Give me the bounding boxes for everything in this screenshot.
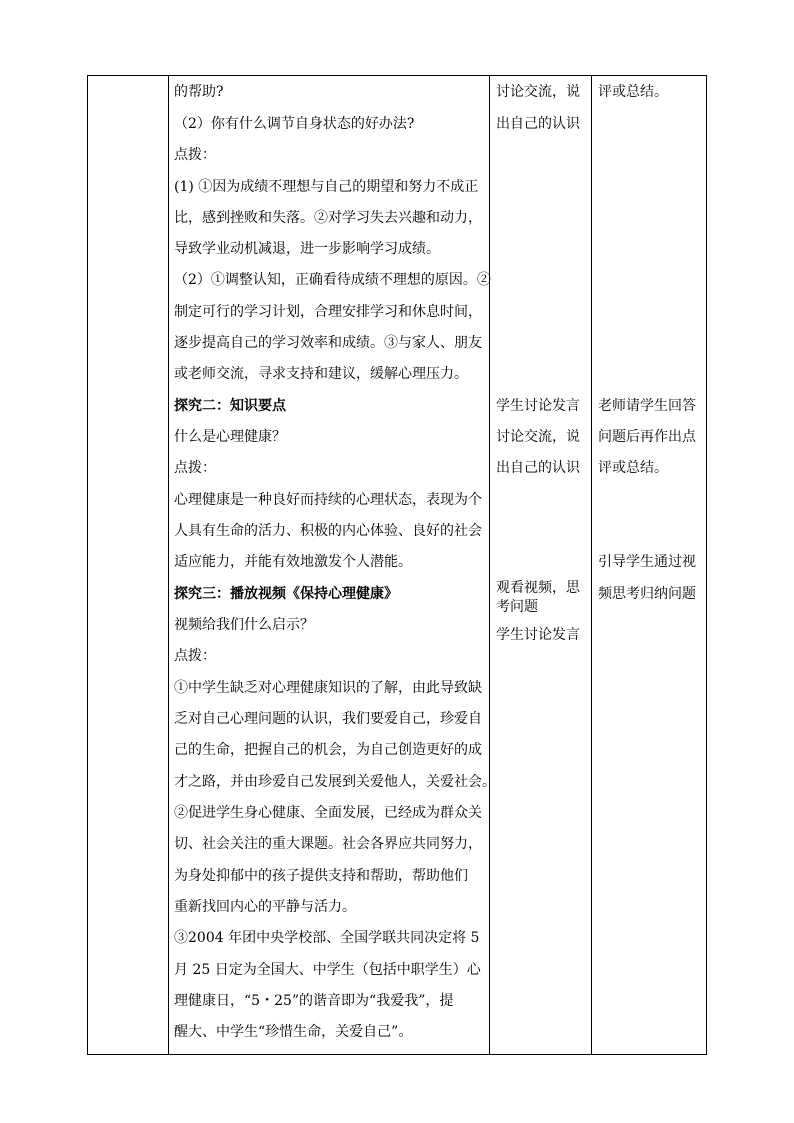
student-line: 出自己的认识 [496,460,580,476]
content-line: 适应能力，并能有效地激发个人潜能。 [174,554,412,570]
teacher-line: 评或总结。 [598,460,668,476]
teacher-line: 频思考归纳问题 [598,586,696,602]
content-line: 人具有生命的活力、积极的内心体验、良好的社会 [174,523,482,539]
column-divider [168,76,169,1054]
content-line: ③2004 年团中央学校部、全国学联共同决定将 5 [174,930,480,946]
teaching-content-column [174,76,496,1054]
content-line: 导致学业动机减退，进一步影响学习成绩。 [174,241,440,257]
content-line: 为身处抑郁中的孩子提供支持和帮助，帮助他们 [174,868,468,884]
content-line: 己的生命，把握自己的机会，为自己创造更好的成 [174,742,482,758]
student-line: 观看视频，思 [496,580,580,596]
content-line: （2）你有什么调节自身状态的好办法? [174,116,415,132]
content-line: ①中学生缺乏对心理健康知识的了解，由此导致缺 [174,680,482,696]
student-line: 出自己的认识 [496,116,580,132]
content-line: 点拨： [174,648,216,664]
content-line: 探究三：播放视频《保持心理健康》 [174,586,398,602]
content-line: 逐步提高自己的学习效率和成绩。③与家人、朋友 [174,335,482,351]
teacher-line: 引导学生通过视 [598,554,696,570]
column-divider [591,76,592,1054]
content-line: 月 25 日定为全国大、中学生（包括中职学生）心 [174,962,481,978]
student-line: 讨论交流，说 [496,84,580,100]
content-line: 心理健康是一种良好而持续的心理状态，表现为个 [174,492,482,508]
content-line: （2）①调整认知，正确看待成绩不理想的原因。② [174,272,491,288]
teacher-activity-column [598,76,704,1054]
content-line: 探究二：知识要点 [174,398,286,414]
content-line: 的帮助? [174,84,224,100]
content-line: 切、社会关注的重大课题。社会各界应共同努力， [174,836,482,852]
content-line: 比，感到挫败和失落。②对学习失去兴趣和动力， [174,210,482,226]
content-line: ②促进学生身心健康、全面发展，已经成为群众关 [174,805,482,821]
student-activity-column [496,76,588,1054]
teacher-line: 问题后再作出点 [598,429,696,445]
content-line: 重新找回内心的平静与活力。 [174,899,356,915]
content-line: 点拨： [174,147,216,163]
content-line: 什么是心理健康？ [174,429,286,445]
content-line: 才之路，并由珍爱自己发展到关爱他人，关爱社会。 [174,774,496,790]
student-line: 讨论交流，说 [496,429,580,445]
content-line: (1) ①因为成绩不理想与自己的期望和努力不成正 [174,179,479,195]
content-line: 乏对自己心理问题的认识，我们要爱自己，珍爱自 [174,711,482,727]
student-line: 学生讨论发言 [496,627,580,643]
content-line: 点拨： [174,460,216,476]
student-line: 考问题 [496,599,538,615]
content-line: 视频给我们什么启示？ [174,617,314,633]
teacher-line: 评或总结。 [598,84,668,100]
lesson-plan-table [87,75,707,1055]
content-line: 醒大、中学生“珍惜生命，关爱自己”。 [174,1024,413,1040]
student-line: 学生讨论发言 [496,398,580,414]
content-line: 理健康日，“5・25”的谐音即为“我爱我”，提 [174,993,454,1009]
content-line: 或老师交流，寻求支持和建议，缓解心理压力。 [174,366,468,382]
teacher-line: 老师请学生回答 [598,398,696,414]
column-divider [489,76,490,1054]
content-line: 制定可行的学习计划，合理安排学习和休息时间， [174,304,482,320]
